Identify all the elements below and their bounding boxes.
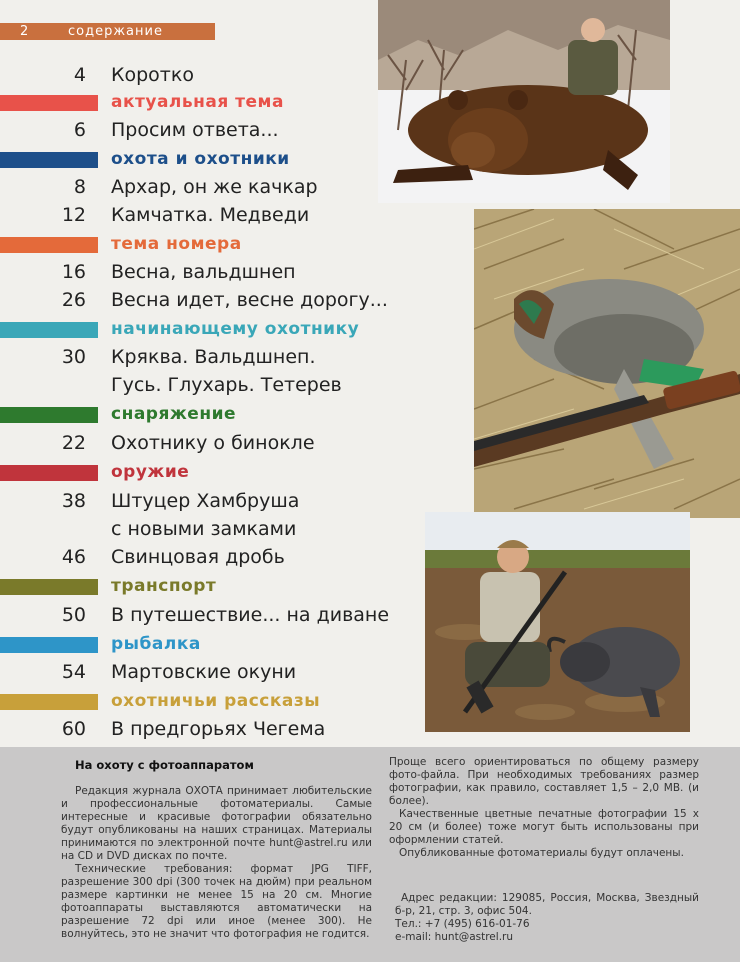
toc-title: Мартовские окуни: [111, 660, 297, 683]
category-bar: [0, 637, 98, 653]
toc-page-number: 50: [61, 603, 86, 626]
category-bar: [0, 237, 98, 253]
info-paragraph: Технические требования: формат JPG TIFF, разрешение 300 dpi (300 точек на дюйм) при реальном размере картинки не менее 15 на 20 см. Многие фотоаппараты выставляются автоматически на разрешение 72 dpi или иное (менее 300). Не волнуйтесь, это не значит что фотография не годится.: [61, 863, 372, 940]
toc-page-number: 16: [61, 260, 86, 283]
section-title: содержание: [68, 24, 163, 39]
info-panel: [0, 747, 740, 962]
info-paragraph: Опубликованные фотоматериалы будут оплачены.: [399, 847, 684, 859]
category-bar: [0, 322, 98, 338]
toc-page-number: 60: [61, 717, 86, 740]
toc-title: Гусь. Глухарь. Тетерев: [111, 373, 342, 396]
section-header: [0, 23, 215, 40]
category-bar: [0, 95, 98, 111]
toc-entry[interactable]: [0, 173, 318, 200]
bear-photo: [378, 0, 670, 203]
category-label: актуальная тема: [111, 92, 284, 112]
toc-entry[interactable]: [0, 258, 296, 285]
info-column-right: [389, 756, 699, 860]
toc-entry[interactable]: [0, 343, 316, 370]
toc-entry[interactable]: [0, 715, 325, 742]
category-label: начинающему охотнику: [111, 319, 360, 339]
toc-page-number: 26: [61, 288, 86, 311]
page-number: 2: [20, 24, 29, 39]
toc-page-number: 38: [61, 489, 86, 512]
info-column-left: [61, 785, 372, 941]
toc-entry[interactable]: [0, 201, 309, 228]
toc-title: Свинцовая дробь: [111, 545, 285, 568]
toc-page-number: 6: [73, 118, 86, 141]
toc-title: Просим ответа...: [111, 118, 279, 141]
toc-page-number: 46: [61, 545, 86, 568]
toc-entry[interactable]: [0, 487, 299, 514]
hunter-wildebeest-photo: [425, 512, 690, 732]
category-bar: [0, 694, 98, 710]
info-paragraph: Качественные цветные печатные фотографии 15 х 20 см (и более) тоже могут быть использованы при оформлении статей.: [389, 808, 699, 846]
toc-title: Весна, вальдшнеп: [111, 260, 296, 283]
toc-page-number: 8: [73, 175, 86, 198]
toc-entry[interactable]: [0, 116, 279, 143]
toc-title: Штуцер Хамбруша: [111, 489, 300, 512]
category-bar: [0, 579, 98, 595]
category-label: охотничьи рассказы: [111, 691, 321, 711]
toc-title: с новыми замками: [111, 517, 297, 540]
category-bar: [0, 152, 98, 168]
toc-page-number: 4: [73, 63, 86, 86]
toc-entry[interactable]: [0, 601, 389, 628]
toc-entry[interactable]: [0, 286, 388, 313]
toc-title: Охотнику о бинокле: [111, 431, 315, 454]
toc-title: В предгорьях Чегема: [111, 717, 326, 740]
toc-title: Весна идет, весне дорогу...: [111, 288, 388, 311]
toc-title: В путешествие... на диване: [111, 603, 390, 626]
category-bar: [0, 407, 98, 423]
category-label: снаряжение: [111, 404, 237, 424]
toc-entry[interactable]: [0, 543, 285, 570]
category-label: тема номера: [111, 234, 242, 254]
email-text[interactable]: e-mail: hunt@astrel.ru: [395, 931, 513, 943]
category-label: транспорт: [111, 576, 217, 596]
category-label: рыбалка: [111, 634, 201, 654]
toc-title: Архар, он же качкар: [111, 175, 318, 198]
duck-gun-photo: [474, 209, 740, 518]
toc-entry[interactable]: [0, 515, 296, 542]
toc-entry[interactable]: [0, 371, 342, 398]
category-bar: [0, 465, 98, 481]
info-title: На охоту с фотоаппаратом: [75, 758, 254, 772]
address-text: Адрес редакции: 129085, Россия, Москва, Звездный б-р, 21, стр. 3, офис 504.: [395, 892, 699, 917]
toc-title: Коротко: [111, 63, 194, 86]
category-label: охота и охотники: [111, 149, 290, 169]
toc-entry[interactable]: [0, 429, 315, 456]
toc-page-number: 12: [61, 203, 86, 226]
toc-title: Камчатка. Медведи: [111, 203, 310, 226]
toc-page-number: 54: [61, 660, 86, 683]
toc-entry[interactable]: [0, 658, 296, 685]
phone-text: Тел.: +7 (495) 616-01-76: [395, 918, 530, 930]
info-paragraph: Проще всего ориентироваться по общему размеру фото-файла. При необходимых требованиях размер фотографии, как правило, составляет 1,5 – 2,0 МВ. (и более).: [389, 756, 699, 807]
toc-title: Кряква. Вальдшнеп.: [111, 345, 316, 368]
contact-block: [395, 892, 699, 944]
toc-entry[interactable]: [0, 61, 194, 88]
info-paragraph: Редакция журнала ОХОТА принимает любительские и профессиональные фотоматериалы. Самые интересные и красивые фотографии обязательно будут опубликованы на наших страницах. Материалы принимаются по электронной почте hunt@astrel.ru или на CD и DVD дисках по почте.: [61, 785, 372, 862]
toc-page-number: 22: [61, 431, 86, 454]
toc-page-number: 30: [61, 345, 86, 368]
category-label: оружие: [111, 462, 190, 482]
